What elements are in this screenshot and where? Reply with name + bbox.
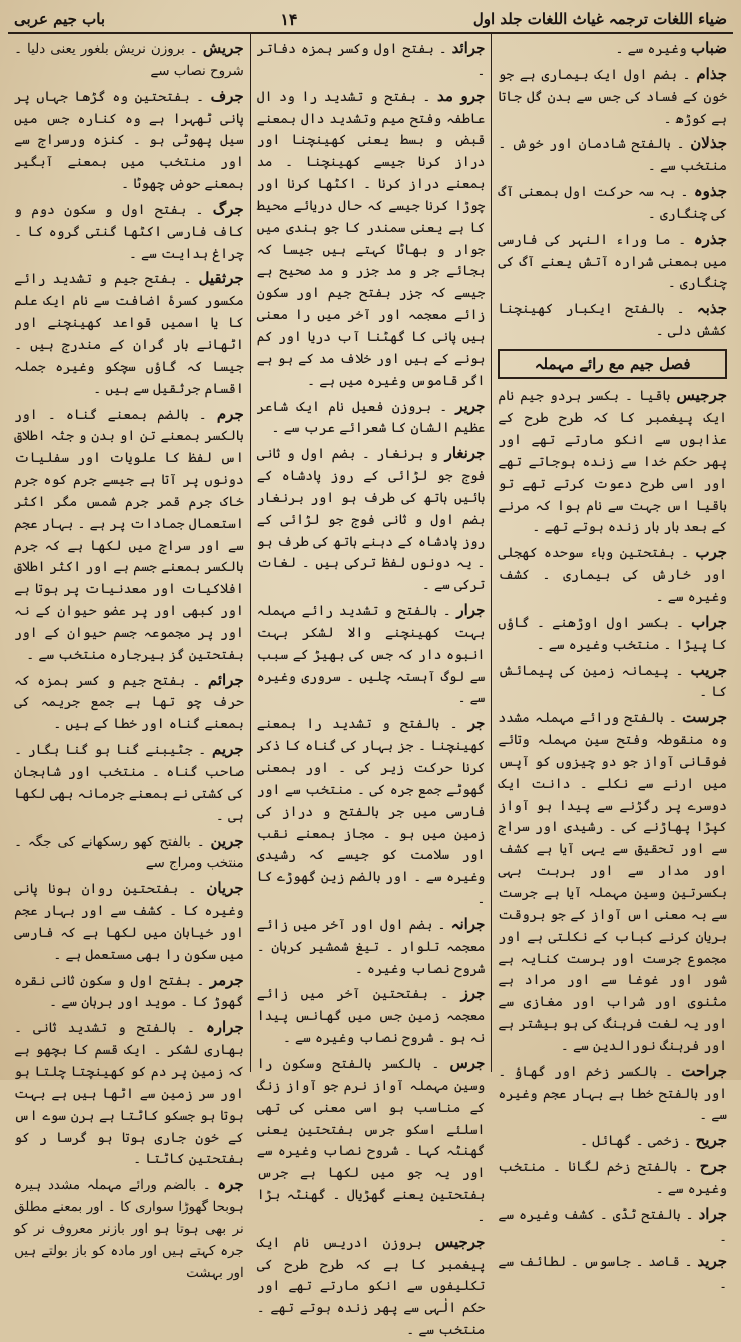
entry-headword: جرید bbox=[697, 1252, 727, 1271]
entry-definition: ۔ بالفتح و تشدید ثانی ۔ بھاری لشکر ۔ ایک قسم کا بچھو ہے کہ زمین پر دم کو کھینچتا چلتا ہو اور سر زمین سے اٹھا ہیں ہے بہت ہوتا ہو جسکو کاٹتا ہے ہرن سوے اس کے خون جاری ہوتا ہو گرسا ر کو بفتحتین کاٹتا ۔ bbox=[14, 1021, 244, 1168]
entry-headword: جرثقیل bbox=[198, 269, 244, 288]
entry-headword: جرائم bbox=[207, 670, 244, 689]
entry-headword: جرست bbox=[682, 708, 727, 727]
entry-definition: ۔ بفتح اول وکسر ہمزہ دفاتر ۔ bbox=[256, 42, 486, 79]
entry-headword: جرین bbox=[210, 831, 244, 850]
dictionary-entry bbox=[498, 1059, 727, 1128]
entry-definition: ۔ بہ سہ حرکت اول بمعنی آگ کی چنگاری ۔ bbox=[498, 185, 727, 222]
columns bbox=[8, 34, 733, 1339]
dictionary-entry bbox=[498, 610, 727, 657]
dictionary-entry bbox=[14, 1015, 244, 1171]
entry-headword: جذلان bbox=[690, 134, 727, 153]
entry-headword: جریر bbox=[455, 396, 486, 415]
entry-headword: جرگ bbox=[212, 199, 244, 218]
entry-definition: ۔ بفتحتین آخر میں زائے معجمہ زمین جس میں گھانس پیدا نہ ہو ۔ شروح نصاب وغیرہ سے ۔ bbox=[256, 987, 486, 1047]
entry-headword: جذرہ bbox=[693, 229, 727, 248]
entry-definition: ۔ بالفتح کھو رسکھانے کی جگہ ۔ منتخب ومراج سے bbox=[14, 834, 244, 872]
page-header bbox=[8, 6, 733, 34]
entry-definition: ۔ بفتحتین روان ہونا پانی وغیرہ کا ۔ کشف سے اور بہار عجم اور خیابان میں لکھا ہے کہ فارسی میں سکون را بھی مستعمل ہے ۔ bbox=[14, 882, 244, 963]
dictionary-entry bbox=[14, 737, 244, 827]
dictionary-entry bbox=[498, 131, 727, 178]
dictionary-entry bbox=[498, 62, 727, 131]
dictionary-entry bbox=[257, 36, 486, 83]
entry-definition: ۔ بالفتح زخم لگانا ۔ منتخب وغیرہ سے ۔ bbox=[498, 1160, 727, 1197]
dictionary-entry bbox=[498, 179, 727, 226]
entry-headword: جرنغار bbox=[444, 444, 486, 463]
dictionary-entry bbox=[14, 668, 244, 737]
entry-definition: ۔ بکسر اول اوڑھنے ۔ گاؤں کا پیڑا ۔ منتخب وغیرہ سے ۔ bbox=[498, 615, 727, 653]
entry-headword: جریح bbox=[695, 1131, 727, 1150]
dictionary-entry bbox=[14, 1172, 244, 1284]
dictionary-entry bbox=[257, 441, 486, 597]
entry-headword: جذبہ bbox=[696, 299, 727, 318]
dictionary-entry bbox=[498, 705, 727, 1058]
entry-definition: ۔ بفتح اول و سکون دوم و کاف فارسی اکٹھا گنتی گروہ کا ۔ چراغ ہدایت سے ۔ bbox=[14, 202, 244, 262]
entry-definition: ۔ بروزن نریش بلغور یعنی دلیا ۔ شروح نصاب سے bbox=[14, 42, 244, 79]
header-chapter: باب جیم عربی bbox=[14, 10, 105, 28]
entry-headword: جرس bbox=[449, 1053, 486, 1072]
entry-definition: ۔ بالضم ورائے مہملہ مشدد ہیرہ ہوبحا گھوڑا سواری کا ۔ اور بمعنے مطلق نر بھی ہوتا ہو اور بازنر معروف نر کو جرہ کہتے ہیں اور مادہ کو باز بولتے ہیں اور بہشت bbox=[14, 1178, 244, 1281]
entry-definition: وغیرہ سے ۔ bbox=[615, 42, 687, 57]
entry-definition: ۔ بضم اول ایک بیماری ہے جو خون کے فساد کی جس سے بدن گل جاتا ہے کوڑھ ۔ bbox=[498, 67, 727, 127]
entry-definition: ۔ بفتح جیم و تشدید رائے مکسور کسرۂ اضافت سے نام ایک علم کا یا اسمیں قواعد کھینچنے اور اٹھانے بار گران کے مندرج ہیں ۔ جیسا کہ گاؤں سچکو وغیرہ جملہ اقسام جرثقیل سے ہیں ۔ bbox=[14, 272, 244, 397]
dictionary-entry bbox=[498, 1154, 727, 1201]
entry-definition: باقیا ۔ بکسر ہردو جیم نام ایک پیغمبر کا کہ طرح طرح کے عذابوں سے انکو مارتے تھے اور پھر حکم خدا سے زندہ ہوجاتے تھے اور اسی طرح دعوت کرتے تھے تو باقیا اس جہت سے نام ہوا کہ مرنے کے بعد بار بار زندہ ہوتے تھے ۔ bbox=[498, 389, 727, 536]
dictionary-entry bbox=[257, 84, 486, 393]
dictionary-entry bbox=[14, 266, 244, 400]
entry-headword: جرجیس bbox=[676, 386, 727, 405]
entry-definition: ۔ بفتح و تشدید را ود ال عاطفہ وفتح میم وتشدید دال بمعنے قبض و بسط یعنی کھینچنا اور دراز کرنا جیسے کھینچنا ۔ مد بمعنے دراز کرنا ۔ اکٹھا کرنا اور چوڑا کرنا جیسے کہ حال دریائے محیط کا ہے یعنی سمندر کا جو ہندی میں جوار و بھاٹا کہتے ہیں جیسا کہ بجائے جر و مد جزر و مد صحیح ہے جیسے کہ جزر بفتح جیم اور سکون زائے معجمہ اور آخر میں را معنی ہیں پانی کا گھٹنا آب دریا اور کم ہونے کے ہیں اور خلاف مد کے ہو ہے اگر قاموس وغیرہ میں ہے ۔ bbox=[256, 89, 486, 389]
entry-headword: جذام bbox=[696, 64, 727, 83]
section-heading: فصل جیم مع رائے مہملہ bbox=[498, 349, 727, 379]
dictionary-entry bbox=[498, 1128, 727, 1153]
entry-definition: ۔ بفتحتین وباء سوحدہ کھجلی اور خارش کی بیماری ۔ کشف وغیرہ سے ۔ bbox=[498, 546, 727, 605]
dictionary-entry bbox=[257, 1051, 486, 1229]
entry-definition: ۔ بالفتح ایکبار کھینچنا کشش دلی ۔ bbox=[498, 302, 727, 340]
entry-headword: جراب bbox=[691, 612, 728, 631]
entry-headword: جر bbox=[467, 714, 486, 733]
dictionary-entry bbox=[498, 658, 727, 705]
entry-headword: جرف bbox=[210, 86, 244, 105]
dictionary-entry bbox=[257, 711, 486, 911]
entry-headword: جرجیس bbox=[434, 1232, 486, 1251]
dictionary-entry bbox=[257, 598, 486, 710]
column-left bbox=[8, 34, 250, 1281]
dictionary-entry bbox=[257, 912, 486, 981]
dictionary-entry bbox=[498, 227, 727, 296]
entry-headword: جرانہ bbox=[450, 914, 486, 933]
entry-headword: جریم bbox=[212, 740, 244, 759]
dictionary-entry bbox=[257, 394, 486, 441]
entry-headword: جراحت bbox=[681, 1061, 727, 1080]
entry-headword: جریان bbox=[206, 879, 244, 898]
entry-definition: ۔ بفتح جیم و کسر ہمزہ کہ حرف چو تھا ہے جمع جریمہ کی بمعنے گناہ اور خطا کے ہیں ۔ bbox=[14, 673, 244, 733]
dictionary-entry bbox=[14, 968, 244, 1015]
dictionary-entry bbox=[257, 981, 486, 1050]
entry-definition: ۔ بالفتح و تشدید رائے مہملہ بہت کھینچنے والا لشکر بہت انبوہ دار کہ جس کی بھیڑ کے سبب سے لوگ آہستہ چلیں ۔ سروری وغیرہ سے ۔ bbox=[256, 604, 486, 707]
entry-headword: جرم bbox=[216, 404, 244, 423]
entry-headword: جرائد bbox=[451, 39, 486, 57]
entry-headword: ضباب bbox=[691, 39, 727, 57]
entry-definition: و برنغار ۔ بضم اول و ثانی فوج جو لڑائی کے روز پادشاہ کے بائیں ہاتھ کی طرف ہو اور برنغار بضم اول و ثانی فوج جو لڑائی کے روز پادشاہ کے دہنے ہاتھ کی طرف ہو ۔ یہ دونوں لفظ ترکی ہیں ۔ لغات ترکی سے ۔ bbox=[256, 447, 486, 594]
entry-definition: ۔ بالفتح شادمان اور خوش ۔ منتخب سے ۔ bbox=[498, 137, 727, 175]
page-number: ۱۴ bbox=[280, 9, 298, 29]
entry-definition: ۔ بفتحتین وہ گڑھا جہاں پر پانی ٹھہرا ہے وہ کنارہ جس میں سیل پھوٹی ہو ۔ کنزہ ورسراج سے اور منتخب میں بمعنے آبگیر بمعنے حوض چھوٹا ۔ bbox=[14, 89, 244, 193]
entry-definition: ۔ بالفتح ٹڈی ۔ کشف وغیرہ سے ۔ bbox=[498, 1207, 727, 1245]
entry-headword: جرب bbox=[695, 543, 728, 562]
entry-headword: جریب bbox=[690, 660, 727, 679]
entry-headword: جرار bbox=[456, 601, 486, 620]
dictionary-entry bbox=[257, 1230, 486, 1342]
dictionary-entry bbox=[498, 540, 727, 609]
entry-headword: جذوہ bbox=[693, 182, 727, 201]
header-book-title: ضیاء اللغات ترجمہ غیاث اللغات جلد اول bbox=[472, 10, 727, 28]
column-middle bbox=[250, 34, 492, 1339]
entry-headword: جرو مد bbox=[436, 86, 486, 105]
entry-definition: ۔ بفتح اول و سکون ثانی نقرہ گھوڑ کا ۔ موید اور برہان سے ۔ bbox=[14, 973, 244, 1011]
dictionary-entry bbox=[14, 197, 244, 266]
entry-headword: جرح bbox=[699, 1157, 727, 1176]
entry-definition: بروزن ادریس نام ایک پیغمبر کا ہے کہ طرح طرح کی تکلیفوں سے انکو مارتے تھے اور حکم الٰہی سے پھر زندہ ہوتے تھے ۔ منتخب سے ۔ bbox=[256, 1235, 486, 1339]
entry-definition: ۔ بضم اول اور آخر میں زائے معجمہ تلوار ۔ تیغ شمشیر کرہان ۔ شروح نصاب وغیرہ ۔ bbox=[256, 917, 486, 977]
column-right bbox=[491, 34, 733, 1293]
entry-definition: ۔ بالفتح ورائے مہملہ مشدد وہ منقوطہ وفتح سین مہملہ وتائے فوقانی آواز جو دو چیزوں کو آپس میں ارنے سے نکلے ۔ دانت ایک دوسرے پر رگڑنے سے پیدا ہو آواز کپڑا پھاڑنے کی ۔ رشیدی اور سراج سے اور تحقیق سے یہی آیا ہے کشف اور مدار سے اور برہت بہی بکسرتین وسین مہملہ آیا ہے جرست سے بہ معنی اس آواز کے جو بروقت بریان کرنے کباب کے نکلتی ہے اور مجموع جرست اور برست کنایہ ہے شور اور غوغا سے اور مراد ہے مثنوی اور شراب اور مغازی سے اور یہ لغت فرہنگ کی ہو بیشتر ہے اور فرہنگ نورالدین سے ۔ bbox=[498, 711, 727, 1054]
entry-headword: جریش bbox=[202, 39, 244, 57]
dictionary-entry bbox=[498, 36, 727, 61]
dictionary-entry bbox=[14, 36, 244, 83]
entry-definition: ۔ پیمانہ زمین کی پیمائش کا ۔ bbox=[498, 663, 727, 701]
dictionary-entry bbox=[14, 829, 244, 876]
entry-headword: جرمر bbox=[209, 970, 244, 989]
entry-definition: ۔ بروزن فعیل نام ایک شاعر عظیم الشان کا شعرائے عرب سے ۔ bbox=[256, 399, 486, 437]
dictionary-entry bbox=[14, 876, 244, 966]
entry-definition: ۔ قاصد ۔ جاسوس ۔ لطائف سے ۔ bbox=[498, 1255, 727, 1293]
dictionary-entry bbox=[498, 1249, 727, 1296]
entry-headword: جرز bbox=[460, 984, 486, 1003]
entry-headword: جراد bbox=[698, 1204, 727, 1223]
dictionary-entry bbox=[14, 402, 244, 667]
dictionary-entry bbox=[14, 84, 244, 196]
dictionary-entry bbox=[498, 296, 727, 343]
entry-headword: جرارہ bbox=[205, 1018, 244, 1037]
entry-definition: ۔ زخمی ۔ گھائل ۔ bbox=[580, 1134, 692, 1150]
entry-definition: ۔ ما وراء النہر کی فارسی میں بمعنی شرارہ آتش یعنے آگ کی چنگاری ۔ bbox=[498, 232, 727, 292]
entry-definition: ۔ جٹیبنے گنا ہو گنا ہگار ۔ صاحب گناہ ۔ منتخب اور شاہجان کی کشتی نے بمعنے جرمانہ بھی لکھا ہی ۔ bbox=[14, 743, 244, 824]
dictionary-entry bbox=[498, 1202, 727, 1249]
entry-definition: ۔ بالکسر بالفتح وسکون را وسین مہملہ آواز نرم جو آواز زنگ کے مناسب ہو اسی معنی کی تھی اسلئے اسکو جرس بفتحتین یعنی گھنٹہ کہا ۔ شروح نصاب وغیرہ سے اور یہ جو میں لکھا ہے جرس بفتحتین یعنے گھڑیال ۔ گھنٹہ بڑا ۔ bbox=[256, 1056, 486, 1225]
entry-definition: ۔ بالضم بمعنے گناہ ۔ اور بالکسر بمعنے تن او بدن و جثہ اطلاق اس لفظ کا علویات اور سفلیات دونوں پر آتا ہے جیسے جرم کوہ جرم خاک جرم قمر جرم شمس مگر اکثر استعمال جمادات پر ہے ۔ بہار عجم سے اور سراج میں لکھا ہے کہ جرم بالکسر بمعنے جسم ہے اور اکثر اطلاق افلاکیات اور معدنیات پر ہوتا ہے اور کبھی اور پر عضو حیوان کے نہ اور پر مجموعہ جسم حیوان کے اور بفتحتین گز بیرجارہ منتخب سے ۔ bbox=[14, 407, 244, 663]
entry-definition: ۔ بالفتح و تشدید را بمعنے کھینچنا ۔ جز بہار کی گناہ کا ذکر کرنا حرکت زیر کی ۔ اور بمعنی گھوٹے جمع جرہ کی ۔ منتخب سے اور فارسی میں جر بالفتح و دراز کی زمین میں ہو ۔ مجاز بمعنے نقب اور سلامت کو جیسے کہ رشیدی وغیرہ سے ۔ اور بالضم زین گھوڑے کا ۔ bbox=[256, 717, 486, 908]
entry-headword: جرہ bbox=[217, 1175, 244, 1194]
entry-definition: ۔ بالکسر زخم اور گھاؤ ۔ اور بالفتح خطا ہے بہار عجم وغیرہ سے ۔ bbox=[498, 1064, 727, 1124]
dictionary-entry bbox=[498, 383, 727, 539]
